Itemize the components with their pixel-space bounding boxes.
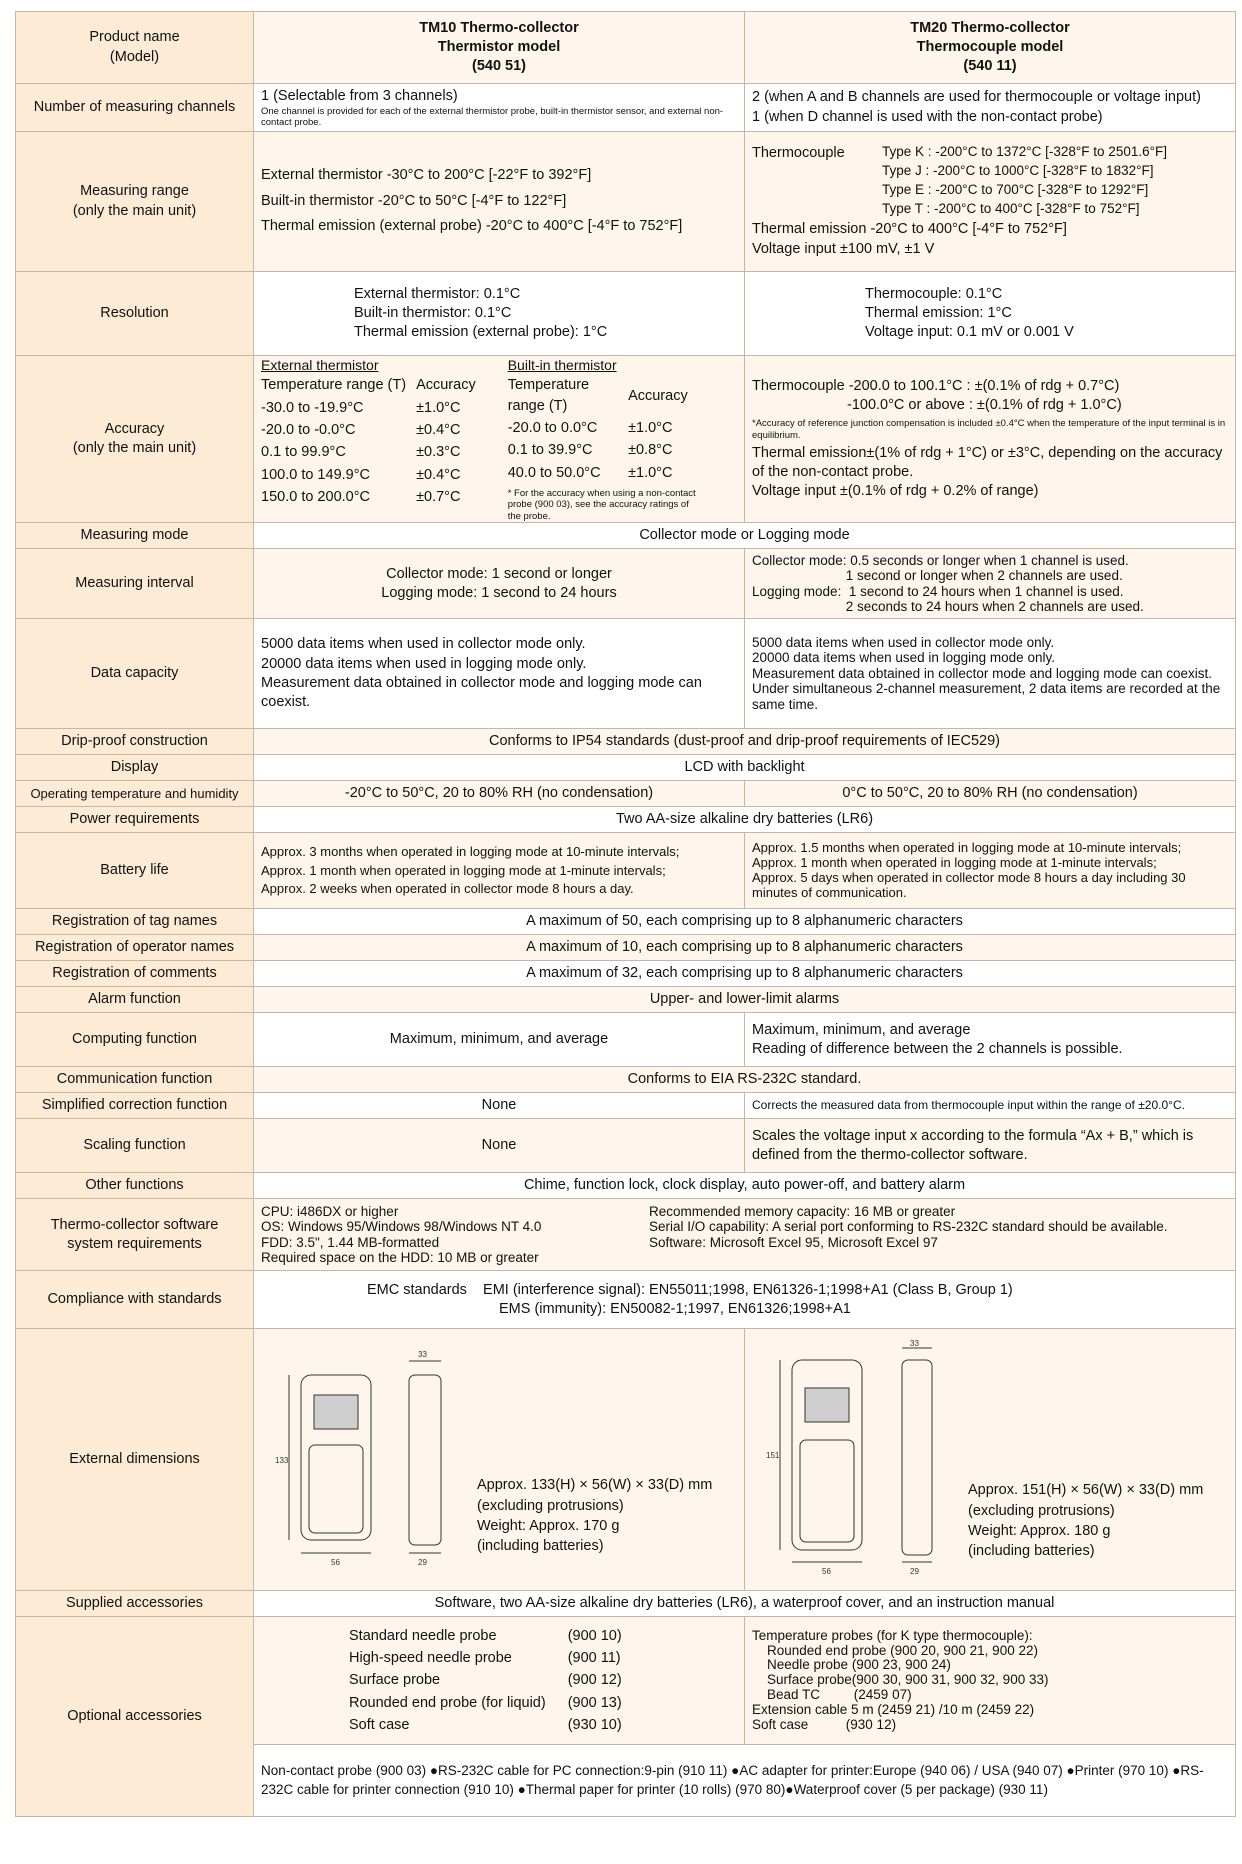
tm10-battery: Approx. 3 months when operated in logging mode at 10-minute intervals; Approx. 1 month when operated in logging mode at 1-minute intervals; Approx. 2 weeks when operated in collector mode 8 hours a day. bbox=[254, 833, 745, 909]
tm10-interval: Collector mode: 1 second or longer Logging mode: 1 second to 24 hours bbox=[254, 549, 745, 619]
drip-proof-value: Conforms to IP54 standards (dust-proof and drip-proof requirements of IEC529) bbox=[254, 729, 1236, 755]
row-display bbox=[16, 755, 1236, 781]
row-drip-proof bbox=[16, 729, 1236, 755]
tm10-operating: -20°C to 50°C, 20 to 80% RH (no condensation) bbox=[254, 781, 745, 807]
label-channels: Number of measuring channels bbox=[16, 84, 254, 132]
row-product-name bbox=[16, 12, 1236, 84]
int-accuracy-table: Temperature range (T) Accuracy -20.0 to 0.0°C ±1.0°C 0.1 to 39.9°C ±0.8°C 40.0 to 50.0°C ±1.0°C bbox=[508, 374, 698, 483]
power-value: Two AA-size alkaline dry batteries (LR6) bbox=[254, 807, 1236, 833]
tm20-interval: Collector mode: 0.5 seconds or longer when 1 channel is used. 1 second or longer when 2 channels are used. Logging mode: 1 second to 24 hours when 1 channel is used. 2 seconds to 24 hours when 2 channels are used. bbox=[745, 549, 1236, 619]
row-battery-life bbox=[16, 833, 1236, 909]
tm20-side-body bbox=[902, 1360, 932, 1555]
table-row: 0.1 to 39.9°C ±0.8°C bbox=[507, 442, 673, 459]
svg-text:29: 29 bbox=[418, 1557, 427, 1567]
row-measuring-interval bbox=[16, 549, 1236, 619]
display-value: LCD with backlight bbox=[254, 755, 1236, 781]
label-data-capacity: Data capacity bbox=[16, 619, 254, 729]
table-row: -20.0 to 0.0°C ±1.0°C bbox=[507, 420, 673, 437]
label-battery-life: Battery life bbox=[16, 833, 254, 909]
tm20-resolution: Thermocouple: 0.1°C Thermal emission: 1°C Voltage input: 0.1 mV or 0.001 V bbox=[745, 272, 1236, 356]
tm20-dimensions bbox=[745, 1329, 1236, 1591]
tm10-capacity: 5000 data items when used in collector mode only. 20000 data items when used in logging mode only. Measurement data obtained in collector mode and logging mode can coexist. bbox=[254, 619, 745, 729]
tm10-channels: 1 (Selectable from 3 channels) One channel is provided for each of the external thermistor probe, built-in thermistor sensor, and external non-contact probe. bbox=[254, 84, 745, 132]
svg-text:33: 33 bbox=[910, 1339, 919, 1348]
row-compliance bbox=[16, 1271, 1236, 1329]
tm10-computing: Maximum, minimum, and average bbox=[254, 1013, 745, 1067]
label-supplied-accessories: Supplied accessories bbox=[16, 1591, 254, 1617]
ext-thermistor-block: External thermistor Temperature range (T) Accuracy -30.0 to -19.9°C ±1.0°C -20.0 to -0.0°C ±0.4°C 0.1 to 99.9°C ±0.3°C 100.0 to 149.9°C ±0.4°C 150.0 to 200.0°C ±0.7°C bbox=[261, 356, 486, 508]
label-measuring-interval: Measuring interval bbox=[16, 549, 254, 619]
communication-value: Conforms to EIA RS-232C standard. bbox=[254, 1067, 1236, 1093]
row-alarm bbox=[16, 987, 1236, 1013]
tm20-operating: 0°C to 50°C, 20 to 80% RH (no condensation) bbox=[745, 781, 1236, 807]
list-item: Rounded end probe (for liquid) (900 13) bbox=[349, 1694, 622, 1711]
label-communication: Communication function bbox=[16, 1067, 254, 1093]
label-software: Thermo-collector software system requirements bbox=[16, 1199, 254, 1271]
row-comments bbox=[16, 961, 1236, 987]
row-other-functions bbox=[16, 1173, 1236, 1199]
row-computing bbox=[16, 1013, 1236, 1067]
label-display: Display bbox=[16, 755, 254, 781]
row-data-capacity bbox=[16, 619, 1236, 729]
tm20-computing: Maximum, minimum, and average Reading of difference between the 2 channels is possible. bbox=[745, 1013, 1236, 1067]
software-left: CPU: i486DX or higher OS: Windows 95/Windows 98/Windows NT 4.0 FDD: 3.5", 1.44 MB-formatted Required space on the HDD: 10 MB or greater bbox=[261, 1203, 542, 1266]
tm20-range: Thermocouple Type K : -200°C to 1372°C [-328°F to 2501.6°F] Type J : -200°C to 1000°C [-328°F to 1832°F] Type E : -200°C to 700°C [-328°F to 1292°F] Type T : -200°C to 400°C [-328°F to 752°F] Thermal emission -20°C to 400°C [-4°F to 752°F] Voltage input ±100 mV, ±1 V bbox=[745, 132, 1236, 272]
label-operating: Operating temperature and humidity bbox=[16, 781, 254, 807]
tm20-header: TM20 Thermo-collector Thermocouple model (540 11) bbox=[745, 12, 1236, 84]
software-value bbox=[254, 1199, 1236, 1271]
label-compliance: Compliance with standards bbox=[16, 1271, 254, 1329]
tm20-screen bbox=[805, 1388, 849, 1422]
row-measuring-mode bbox=[16, 523, 1236, 549]
alarm-value: Upper- and lower-limit alarms bbox=[254, 987, 1236, 1013]
table-row: 150.0 to 200.0°C ±0.7°C bbox=[261, 488, 461, 505]
tm20-grip bbox=[800, 1440, 854, 1542]
tm10-scaling: None bbox=[254, 1119, 745, 1173]
tag-names-value: A maximum of 50, each comprising up to 8 alphanumeric characters bbox=[254, 909, 1236, 935]
table-row: 40.0 to 50.0°C ±1.0°C bbox=[507, 464, 673, 481]
label-alarm: Alarm function bbox=[16, 987, 254, 1013]
other-functions-value: Chime, function lock, clock display, auto power-off, and battery alarm bbox=[254, 1173, 1236, 1199]
svg-text:29: 29 bbox=[910, 1566, 919, 1576]
tm10-optional bbox=[254, 1617, 745, 1745]
svg-text:133: 133 bbox=[275, 1455, 289, 1465]
tm10-header: TM10 Thermo-collector Thermistor model (540 51) bbox=[254, 12, 745, 84]
row-tag-names bbox=[16, 909, 1236, 935]
comments-value: A maximum of 32, each comprising up to 8 alphanumeric characters bbox=[254, 961, 1236, 987]
row-measuring-range bbox=[16, 132, 1236, 272]
row-software bbox=[16, 1199, 1236, 1271]
label-measuring-range: Measuring range (only the main unit) bbox=[16, 132, 254, 272]
label-power: Power requirements bbox=[16, 807, 254, 833]
row-communication bbox=[16, 1067, 1236, 1093]
row-power bbox=[16, 807, 1236, 833]
tm10-optional-list bbox=[349, 1625, 632, 1736]
label-operator-names: Registration of operator names bbox=[16, 935, 254, 961]
tm20-capacity: 5000 data items when used in collector mode only. 20000 data items when used in logging mode only. Measurement data obtained in collector mode and logging mode can coexist. Under simultaneous 2-channel measurement, 2 data items are recorded at the same time. bbox=[745, 619, 1236, 729]
row-correction bbox=[16, 1093, 1236, 1119]
operator-names-value: A maximum of 10, each comprising up to 8 alphanumeric characters bbox=[254, 935, 1236, 961]
label-drip-proof: Drip-proof construction bbox=[16, 729, 254, 755]
list-item: Surface probe (900 12) bbox=[349, 1672, 622, 1689]
tm10-resolution: External thermistor: 0.1°C Built-in thermistor: 0.1°C Thermal emission (external probe): 1°C bbox=[254, 272, 745, 356]
optional-common-value: Non-contact probe (900 03) ●RS-232C cable for PC connection:9-pin (910 11) ●AC adapter for printer:Europe (940 06) / USA (940 07) ●Printer (970 10) ●RS-232C cable for printer connection (910 10) ●Thermal paper for printer (10 rolls) (970 80)●Waterproof cover (5 per package) (930 11) bbox=[254, 1745, 1236, 1817]
row-channels bbox=[16, 84, 1236, 132]
tm20-optional: Temperature probes (for K type thermocouple): Rounded end probe (900 20, 900 21, 900 22) Needle probe (900 23, 900 24) Surface probe(900 30, 900 31, 900 32, 900 33) Bead TC (2459 07) Extension cable 5 m (2459 21) /10 m (2459 22) Soft case (930 12) bbox=[745, 1617, 1236, 1745]
label-comments: Registration of comments bbox=[16, 961, 254, 987]
tm10-dimension-text: Approx. 133(H) × 56(W) × 33(D) mm (excluding protrusions) Weight: Approx. 170 g (including batteries) bbox=[477, 1477, 713, 1555]
tm10-dimensions bbox=[254, 1329, 745, 1591]
tm10-drawing bbox=[261, 1345, 461, 1575]
row-operator-names bbox=[16, 935, 1236, 961]
tm10-accuracy bbox=[254, 356, 745, 523]
row-optional-accessories bbox=[16, 1617, 1236, 1745]
list-item: Soft case (930 10) bbox=[349, 1717, 622, 1734]
row-supplied-accessories bbox=[16, 1591, 1236, 1617]
table-row: 0.1 to 99.9°C ±0.3°C bbox=[261, 444, 461, 461]
label-scaling: Scaling function bbox=[16, 1119, 254, 1173]
label-optional-accessories: Optional accessories bbox=[16, 1617, 254, 1817]
label-measuring-mode: Measuring mode bbox=[16, 523, 254, 549]
label-resolution: Resolution bbox=[16, 272, 254, 356]
compliance-value: EMC standards EMI (interference signal): EN55011;1998, EN61326-1;1998+A1 (Class B, Group 1) EMS (immunity): EN50082-1;1997, EN61326;1998+A1 bbox=[254, 1271, 1236, 1329]
table-row: 100.0 to 149.9°C ±0.4°C bbox=[261, 466, 461, 483]
measuring-mode-value: Collector mode or Logging mode bbox=[254, 523, 1236, 549]
label-tag-names: Registration of tag names bbox=[16, 909, 254, 935]
row-scaling bbox=[16, 1119, 1236, 1173]
label-computing: Computing function bbox=[16, 1013, 254, 1067]
list-item: High-speed needle probe (900 11) bbox=[349, 1650, 621, 1667]
svg-text:151: 151 bbox=[766, 1450, 780, 1460]
svg-text:56: 56 bbox=[822, 1566, 831, 1576]
row-resolution bbox=[16, 272, 1236, 356]
label-correction: Simplified correction function bbox=[16, 1093, 254, 1119]
ext-accuracy-table: Temperature range (T) Accuracy -30.0 to -19.9°C ±1.0°C -20.0 to -0.0°C ±0.4°C 0.1 to 99.9°C ±0.3°C 100.0 to 149.9°C ±0.4°C 150.0 to 200.0°C ±0.7°C bbox=[261, 374, 486, 508]
software-right: Recommended memory capacity: 16 MB or greater Serial I/O capability: A serial port conforming to RS-232C standard should be available. Software: Microsoft Excel 95, Microsoft Excel 97 bbox=[649, 1203, 1168, 1250]
tm10-screen bbox=[314, 1395, 358, 1429]
int-thermistor-block: Built-in thermistor Temperature range (T) Accuracy -20.0 to 0.0°C ±1.0°C 0.1 to 39.9°C ±0.8°C 40.0 to 50.0°C ±1.0°C * For the accuracy when using a non-contact probe (900 03), see the accuracy ratings of the probe. bbox=[507, 357, 696, 522]
spec-table bbox=[15, 11, 1236, 1817]
tm20-drawing bbox=[752, 1340, 952, 1580]
list-item: Standard needle probe (900 10) bbox=[349, 1627, 622, 1644]
table-row: -20.0 to -0.0°C ±0.4°C bbox=[261, 422, 461, 439]
supplied-accessories-value: Software, two AA-size alkaline dry batteries (LR6), a waterproof cover, and an instruction manual bbox=[254, 1591, 1236, 1617]
label-dimensions: External dimensions bbox=[16, 1329, 254, 1591]
label-other-functions: Other functions bbox=[16, 1173, 254, 1199]
tm20-scaling: Scales the voltage input x according to the formula “Ax + B,” which is defined from the thermo-collector software. bbox=[745, 1119, 1236, 1173]
tm10-grip bbox=[309, 1445, 363, 1533]
tm20-battery: Approx. 1.5 months when operated in logging mode at 10-minute intervals; Approx. 1 month when operated in logging mode at 1-minute intervals; Approx. 5 days when operated in collector mode 8 hours a day including 30 minutes of communication. bbox=[745, 833, 1236, 909]
table-row: -30.0 to -19.9°C ±1.0°C bbox=[261, 399, 461, 416]
tm20-correction: Corrects the measured data from thermocouple input within the range of ±20.0°C. bbox=[745, 1093, 1236, 1119]
svg-text:56: 56 bbox=[331, 1557, 340, 1567]
label-product-name: Product name (Model) bbox=[16, 12, 254, 84]
tm10-range: External thermistor -30°C to 200°C [-22°F to 392°F] Built-in thermistor -20°C to 50°C [-4°F to 122°F] Thermal emission (external probe) -20°C to 400°C [-4°F to 752°F] bbox=[254, 132, 745, 272]
row-accuracy bbox=[16, 356, 1236, 523]
row-dimensions bbox=[16, 1329, 1236, 1591]
tm10-side-body bbox=[409, 1375, 441, 1545]
tm20-channels: 2 (when A and B channels are used for thermocouple or voltage input) 1 (when D channel is used with the non-contact probe) bbox=[745, 84, 1236, 132]
tm20-dimension-text: Approx. 151(H) × 56(W) × 33(D) mm (excluding protrusions) Weight: Approx. 180 g (including batteries) bbox=[968, 1482, 1204, 1560]
row-operating bbox=[16, 781, 1236, 807]
label-accuracy: Accuracy (only the main unit) bbox=[16, 356, 254, 523]
svg-text:33: 33 bbox=[418, 1349, 427, 1359]
tm10-correction: None bbox=[254, 1093, 745, 1119]
tm20-accuracy: Thermocouple -200.0 to 100.1°C : ±(0.1% of rdg + 0.7°C) -100.0°C or above : ±(0.1% of rdg + 1.0°C) *Accuracy of reference junction compensation is included ±0.4°C when the temperature of the input terminal is in equilibrium. Thermal emission±(1% of rdg + 1°C) or ±3°C, depending on the accuracy of the non-contact probe. Voltage input ±(0.1% of rdg + 0.2% of range) bbox=[745, 356, 1236, 523]
